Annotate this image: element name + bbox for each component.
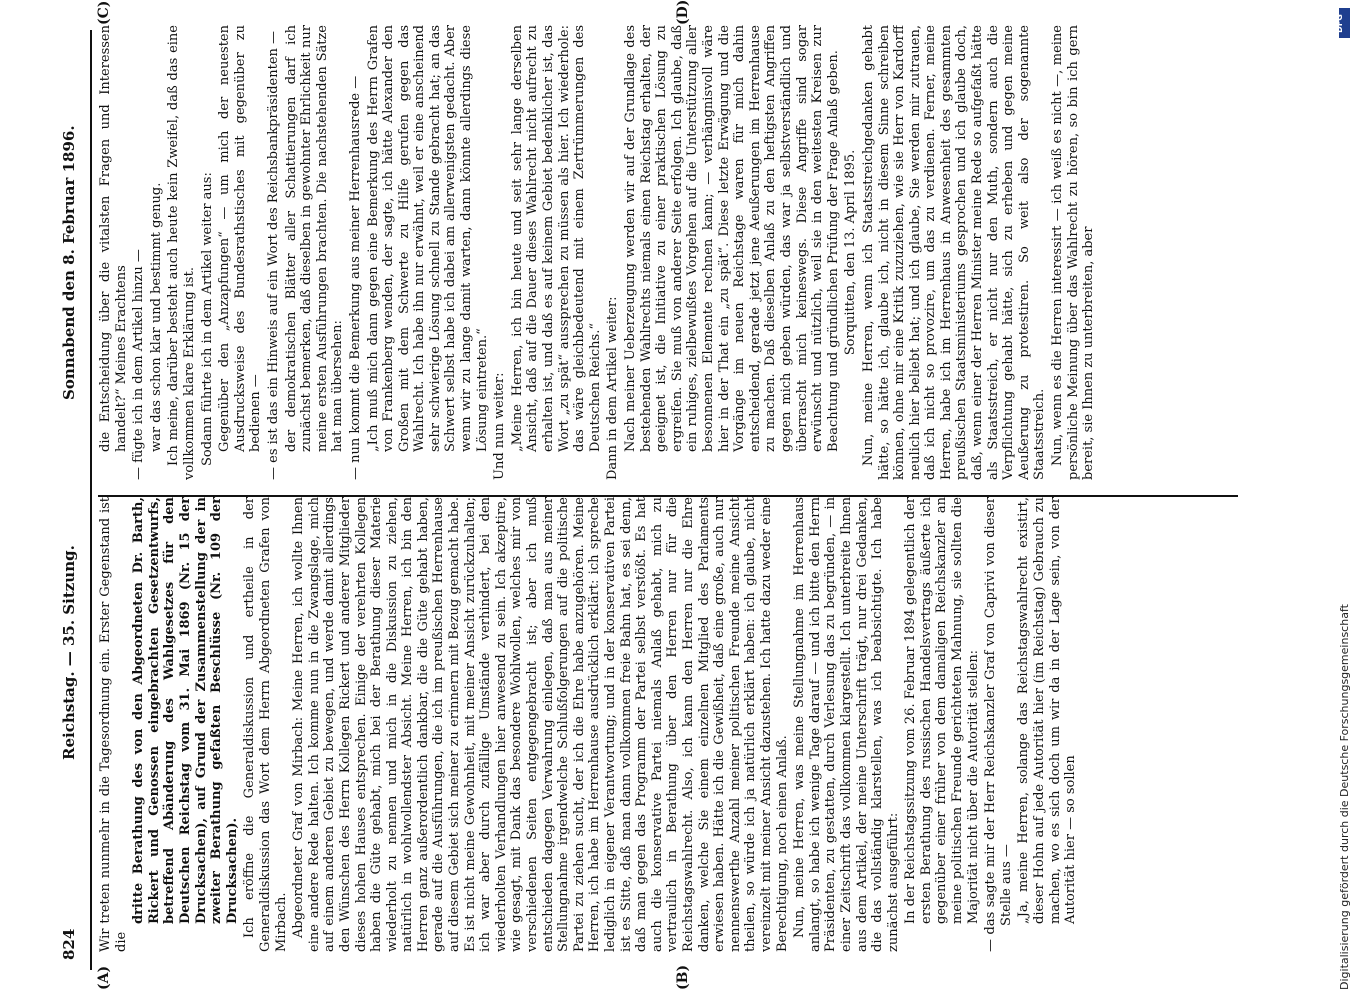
quote-paragraph: „Meine Herren, ich bin heute und seit sehr lange derselben Ansicht, daß auf die Dauer dieses Wahlrecht nicht aufrecht zu erhalten ist, und daß es auf keinem Gebiet bedenklicher ist, das Wort „zu spät“ aussprechen zu müssen als hier. Ich wiederhole: das wäre gleichbedeutend mit einem Zertrümmerungen des Deutschen Reichs.“ [509,25,603,452]
digitization-note: Digitalisierung gefördert durch die Deutsche Forschungsgemeinschaft [1338,604,1351,990]
paragraph: Dann in dem Artikel weiter: [605,296,621,480]
margin-marker-d: (D) [675,0,691,25]
rotated-page-content [60,0,1290,1000]
header-rule [90,30,92,970]
dfg-logo-text: DFG [1334,14,1344,33]
quote-paragraph: die Entscheidung über die vitalsten Fragen und Interessen handelt?“ Meines Erachtens [98,25,129,452]
paragraph: Ich meine, darüber besteht auch heute kein Zweifel, daß das eine vollkommen klare Erklärung ist. [166,25,197,480]
quote-paragraph: In der Reichstagssitzung vom 26. Februar 1894 gelegentlich der ersten Berathung des russischen Handelsvertrags äußerte ich gegenüber einer früher von dem damaligen Reichskanzler an meine politischen Freunde gerichteten Mahnung, sie sollten die Majorität nicht über die Autorität stellen: [903,497,981,924]
interjection: — es ist das ein Hinweis auf ein Wort des Reichsbankpräsidenten — [265,30,281,480]
quote-paragraph: war das schon klar und bestimmt genug. [148,182,164,452]
paragraph: Nun, wenn es die Herren interessirt — ich weiß es nicht —, meine persönliche Meinung über das Wahlrecht zu hören, so bin ich gern bereit, sie Ihnen zu unterbreiten, aber [1050,25,1097,480]
speech-paragraph: Abgeordneter Graf von Mirbach: Meine Herren, ich wollte Ihnen eine andere Rede halten. Ich komme nun in die Zwangslage, mich auf einem anderen Gebiet zu bewegen, und werde damit allerdings den Wünschen des Herrn Kollegen Rickert und anderer Mitglieder dieses hohen Hauses entsprechen. Einige der verehrten Kollegen haben die Güte gehabt, mich bei der Berathung dieser Materie wiederholt zu nennen und mich in die Diskussion zu ziehen, natürlich in wohlwollendster Absicht. Meine Herren, ich bin den Herren ganz außerordentlich dankbar, die die Güte gehabt haben, gerade auf die Ausführungen, die ich im preußischen Herrenhause auf diesem Gebiet sich meiner zu erinnern mit Bezug gemacht habe. Es ist nicht meine Gewohnheit, mit meiner Ansicht zurückzuhalten; ich war aber durch zufällige Umstände verhindert, bei den wiederholten Verhandlungen hier anwesend zu sein. Ich akzeptire, wie gesagt, mit Dank das besondere Wohlwollen, welches mir von verschiedenen Seiten entgegengebracht ist; aber ich muß entschieden dagegen Verwahrung einlegen, daß man aus meiner Stellungnahme irgendwelche Schlußfolgerungen auf die politische Partei zu ziehen sucht, der ich die Ehre habe anzugehören. Meine Herren, ich habe im Herrenhause ausdrücklich erklärt: ich spreche lediglich in eigener Verantwortung; und in der konservativen Partei ist es Sitte, daß man dann vollkommen freie Bahn hat, es sei denn, daß man gegen das Programm der Partei selbst verstößt. Es hat auch die konservative Partei niemals Anlaß gehabt, mich zu vertraulich in Berathung über den Herren nur für die Reichstagswahlrecht. Also, ich kann den Herren nur die Ehre danken, welche Sie einem einzelnen Mitglied des Parlaments erwiesen haben. Hätte ich die Gewißheit, daß eine große, auch nur nennenswerthe Anzahl meiner politischen Freunde meine Ansicht theilen, so würde ich ja natürlich erklärt haben: ich glaube, nicht vereinzelt mit meiner Ansicht dazustehen. Ich hatte dazu weder eine Berechtigung, noch einen Anlaß. [291,497,790,952]
page-number: 824 [60,928,78,960]
margin-marker-c: (C) [96,0,112,25]
right-column [98,25,1238,480]
interjection: — nun kommt die Bemerkung aus meiner Herrenhausrede — [347,75,363,480]
interjection: — fügte ich in dem Artikel hinzu — [131,249,147,480]
quote-paragraph: „Ja, meine Herren, solange das Reichstagswahlrecht existirt, dieser Hohn auf jede Autorität hier (im Reichstag) Gebrauch zu machen, wo es sich doch um wir da in der Lage sein, von der Autorität hier — so sollen [1016,497,1079,924]
paragraph: Wir treten nunmehr in die Tagesordnung ein. Erster Gegenstand ist die [98,497,129,952]
quote-paragraph: „Ich muß mich dann gegen eine Bemerkung des Herrn Grafen von Frankenberg wenden, der sagte, ich hätte Alexander den Großen mit dem Schwerte zu Hilfe gerufen gegen das Wahlrecht. Ich habe ihn nur erwähnt, weil er eine anscheinend sehr schwierige Lösung schnell zu Stande gebracht hat; an das Schwert selbst habe ich dabei am allerwenigsten gedacht. Aber wenn wir zu lange damit warten, dann könnte allerdings diese Lösung eintreten.“ [365,25,490,452]
running-header [60,30,88,960]
paragraph: Nun, meine Herren, wenn ich Staatsstreichgedanken gehabt hätte, so hätte ich, glaube ich, nicht in diesem Sinne schreiben können, ohne mir eine Kritik zuzuziehen, wie sie Herr von Kardorff neulich hier beliebt hat; und ich glaube, Sie werden mir zutrauen, daß ich nicht so provozire, um das zu verdienen. Ferner, meine Herren, habe ich im Herrenhaus in Anwesenheit des gesammten preußischen Staatsministeriums gesprochen und ich glaube doch, daß, wenn einer der Herren Minister meine Rede so aufgefaßt hätte als Staatsstreich, er nicht nur den Muth, sondern auch die Verpflichtung gehabt hätte, sich zu erheben und gegen meine Aeußerung zu protestiren. So weit also der sogenannte Staatsstreich. [860,25,1048,480]
paragraph: Sodann führte ich in dem Artikel weiter aus: [199,172,215,466]
margin-marker-a: (A) [96,965,112,990]
agenda-item: dritte Berathung des von den Abgeordneten Dr. Barth, Rickert und Genossen eingebrachten Gesetzentwurfs, betreffend Abänderung des Wahlgesetzes für den Deutschen Reichstag vom 31. Mai 1869 (Nr. 15 der Drucksachen), auf Grund der Zusammenstellung der in zweiter Berathung gefaßten Beschlüsse (Nr. 109 der Drucksachen). [131,497,240,924]
left-column [98,497,1238,952]
session-title: Reichstag. — 35. Sitzung. [60,545,78,760]
margin-marker-b: (B) [675,964,691,990]
paragraph: Ich eröffne die Generaldiskussion und ertheile in der Generaldiskussion das Wort dem Herrn Abgeordneten Grafen von Mirbach. [242,497,289,952]
dfg-logo [1334,8,1350,38]
column-divider [98,495,1238,497]
quote-paragraph: Nach meiner Ueberzeugung werden wir auf der Grundlage des bestehenden Wahlrechts niemals einen Reichstag erhalten, der geeignet ist, die Initiative zu einer praktischen Lösung zu ergreifen. Sie muß von anderer Seite erfolgen. Ich glaube, daß ein ruhiges, zielbewußtes Vorgehen auf die Unterstützung aller besonnenen Elemente rechnen kann; — verhängnisvoll wäre hier in der That ein „zu spät“. Diese letzte Erwägung und die Vorgänge im neuen Reichstage waren für mich dahin entscheidend, gerade jetzt jene Aeußerungen im Herrenhause zu machen. Daß dieselben Anlaß zu den heftigsten Angriffen gegen mich geben würden, das war ja selbstverständlich und überrascht mich keineswegs. Diese Angriffe sind sogar erwünscht und nützlich, weil sie in den weitesten Kreisen zur Beachtung und gründlichen Prüfung der Frage Anlaß geben. [623,25,841,452]
session-date: Sonnabend den 8. Februar 1896. [60,125,78,400]
quote-paragraph: der demokratischen Blätter aller Schattierungen darf ich zunächst bemerken, daß dieselben in gewohnter Ehrlichkeit nur meine ersten Ausführungen brachten. Die nachstehenden Sätze hat man übersehen: [283,25,346,452]
interjection: — das sagte mir der Herr Reichskanzler Graf von Caprivi von dieser Stelle aus — [983,497,1014,952]
signature-line: Sorquitten, den 13. April 1895. [843,149,859,356]
paragraph: Nun, meine Herren, was meine Stellungnahme im Herrenhaus anlangt, so habe ich wenige Tage darauf — und ich bitte den Herrn Präsidenten, zu gestatten, durch Verlesung das zu begründen, — in einer Zeitschrift das vollkommen klargestellt. Ich unterbreite Ihnen aus dem Artikel, der meine Unterschrift trägt, nur drei Gedanken, die das vollständig klarstellen, was ich beabsichtigte. Ich habe zunächst ausgeführt: [792,497,901,952]
quote-paragraph: Gegenüber den „Anzapfungen“ — um mich der neuesten Ausdrucksweise des Bundesrathstisches mit gegenüber zu bedienen — [217,25,264,452]
paragraph: Und nun weiter: [492,372,508,480]
